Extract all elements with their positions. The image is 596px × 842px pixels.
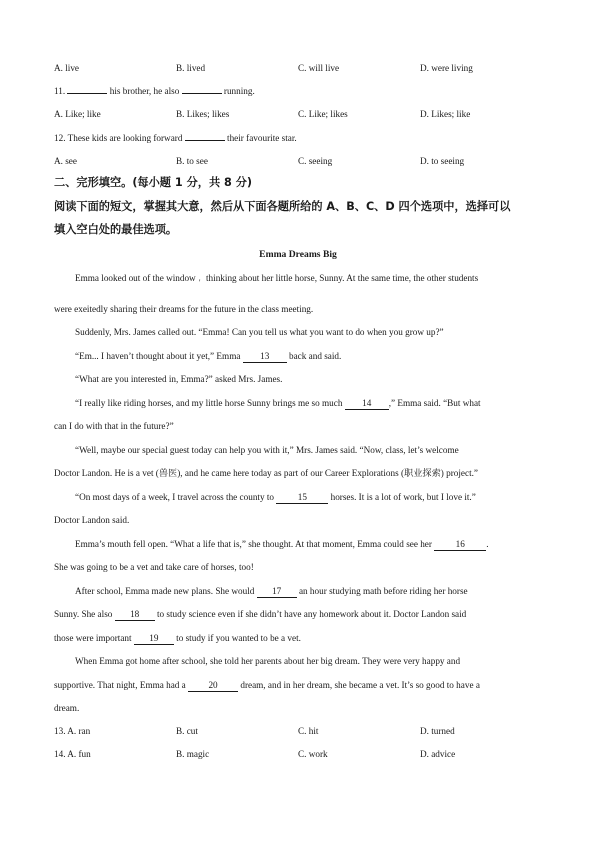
- section-heading: 二、完形填空。(每小题 1 分，共 8 分): [54, 176, 252, 189]
- q12-option-c: C. seeing: [298, 156, 333, 166]
- passage-p1-line1: [75, 272, 542, 285]
- passage-p8-line1: [75, 538, 542, 551]
- q11-stem-start: 11.: [54, 86, 68, 96]
- q12-stem-end: their favourite star.: [224, 133, 297, 143]
- passage-p4: “What are you interested in, Emma?” asked Mrs. James.: [75, 374, 283, 384]
- q14-option-c: C. work: [298, 749, 328, 759]
- passage-p9-line1: [75, 585, 542, 598]
- passage-p8-line2: She was going to be a vet and take care of horses, too!: [54, 562, 254, 572]
- passage-p5-line2: can I do with that in the future?”: [54, 421, 174, 431]
- p10-text-a: supportive. That night, Emma had a: [54, 680, 189, 690]
- q11-stem-mid: his brother, he also: [107, 86, 182, 96]
- q11-blank-1: [67, 93, 107, 94]
- q12-options: [54, 155, 542, 167]
- p5-text-b: ,” Emma said. “But what: [388, 398, 481, 408]
- passage-p2: Suddenly, Mrs. James called out. “Emma! Can you tell us what you want to do when you grow up?”: [75, 327, 444, 337]
- passage-p9-line2: [54, 608, 542, 621]
- p9-text-d: to study science even if she didn’t have any homework about it. Doctor Landon said: [154, 609, 467, 619]
- q12-option-a: A. see: [54, 156, 77, 166]
- passage-p6-line2: Doctor Landon. He is a vet (兽医), and he came here today as part of our Career Explorations (职业探索) project.”: [54, 468, 479, 478]
- q11-blank-2: [182, 93, 222, 94]
- q11-option-d: D. Likes; like: [420, 109, 471, 119]
- passage-p5-line1: [75, 397, 542, 410]
- p3-text-b: back and said.: [286, 351, 342, 361]
- blank-13: 13: [243, 351, 287, 363]
- blank-20: 20: [188, 680, 238, 692]
- q10-option-b: B. lived: [176, 63, 206, 73]
- q12-option-b: B. to see: [176, 156, 208, 166]
- q11-option-a: A. Like; like: [54, 109, 101, 119]
- q13-options: [54, 725, 542, 737]
- p10-text-b: dream, and in her dream, she became a vet. It’s so good to have a: [238, 680, 480, 690]
- p9-text-f: to study if you wanted to be a vet.: [173, 633, 301, 643]
- q13-option-c: C. hit: [298, 726, 319, 736]
- q13-option-a: 13. A. ran: [54, 726, 91, 736]
- p9-text-b: an hour studying math before riding her horse: [296, 586, 468, 596]
- passage-p7-line1: [75, 491, 542, 504]
- q14-option-b: B. magic: [176, 749, 210, 759]
- q13-option-d: D. turned: [420, 726, 455, 736]
- q12-blank: [185, 140, 225, 141]
- q10-option-d: D. were living: [420, 63, 473, 73]
- q11-options: [54, 108, 542, 120]
- q11-stem-end: running.: [221, 86, 255, 96]
- q10-options: [54, 62, 542, 74]
- passage-p1-line2: were exeitedly sharing their dreams for the future in the class meeting.: [54, 304, 314, 314]
- q12-option-d: D. to seeing: [420, 156, 465, 166]
- passage-p10-line2: [54, 679, 542, 692]
- passage-title: Emma Dreams Big: [259, 249, 337, 260]
- q12-stem: [54, 132, 542, 144]
- blank-17: 17: [257, 586, 297, 598]
- passage-p3: [75, 350, 542, 363]
- p8-text-b: .: [486, 539, 489, 549]
- p9-text-a: After school, Emma made new plans. She would: [75, 586, 257, 596]
- blank-16: 16: [434, 539, 486, 551]
- p9-text-e: those were important: [54, 633, 134, 643]
- q14-option-a: 14. A. fun: [54, 749, 91, 759]
- p9-text-c: Sunny. She also: [54, 609, 115, 619]
- p8-text-a: Emma’s mouth fell open. “What a life that is,” she thought. At that moment, Emma could see her: [75, 539, 435, 549]
- q13-option-b: B. cut: [176, 726, 198, 736]
- p5-text-a: “I really like riding horses, and my little horse Sunny brings me so much: [75, 398, 345, 408]
- q11-option-c: C. Like; likes: [298, 109, 348, 119]
- q12-stem-start: 12. These kids are looking forward: [54, 133, 185, 143]
- passage-p10-line3: dream.: [54, 703, 80, 713]
- section-instruction-2: 填入空白处的最佳选项。: [54, 223, 178, 236]
- q11-option-b: B. Likes; likes: [176, 109, 230, 119]
- passage-p9-line3: [54, 632, 542, 645]
- p3-text-a: “Em... I haven’t thought about it yet,” Emma: [75, 351, 243, 361]
- blank-19: 19: [134, 633, 174, 645]
- section-instruction-1: 阅读下面的短文，掌握其大意，然后从下面各题所给的 A、B、C、D 四个选项中，选择可以: [54, 200, 511, 213]
- q11-stem: [54, 85, 542, 97]
- q10-option-c: C. will live: [298, 63, 340, 73]
- passage-p7-line2: Doctor Landon said.: [54, 515, 130, 525]
- blank-18: 18: [115, 609, 155, 621]
- blank-15: 15: [276, 492, 328, 504]
- p7-text-a: “On most days of a week, I travel across the county to: [75, 492, 277, 502]
- p1-stray-mark: ': [198, 278, 201, 287]
- p7-text-b: horses. It is a lot of work, but I love it.”: [328, 492, 476, 502]
- blank-14: 14: [345, 398, 389, 410]
- p1-text-a: Emma looked out of the window: [75, 273, 196, 283]
- passage-p6-line1: “Well, maybe our special guest today can help you with it,” Mrs. James said. “Now, class, let’s welcome: [75, 445, 459, 455]
- q14-option-d: D. advice: [420, 749, 456, 759]
- q10-option-a: A. live: [54, 63, 80, 73]
- q14-options: [54, 748, 542, 760]
- passage-p10-line1: When Emma got home after school, she told her parents about her big dream. They were very happy and: [75, 656, 461, 666]
- p1-text-b: thinking about her little horse, Sunny. At the same time, the other students: [203, 273, 479, 283]
